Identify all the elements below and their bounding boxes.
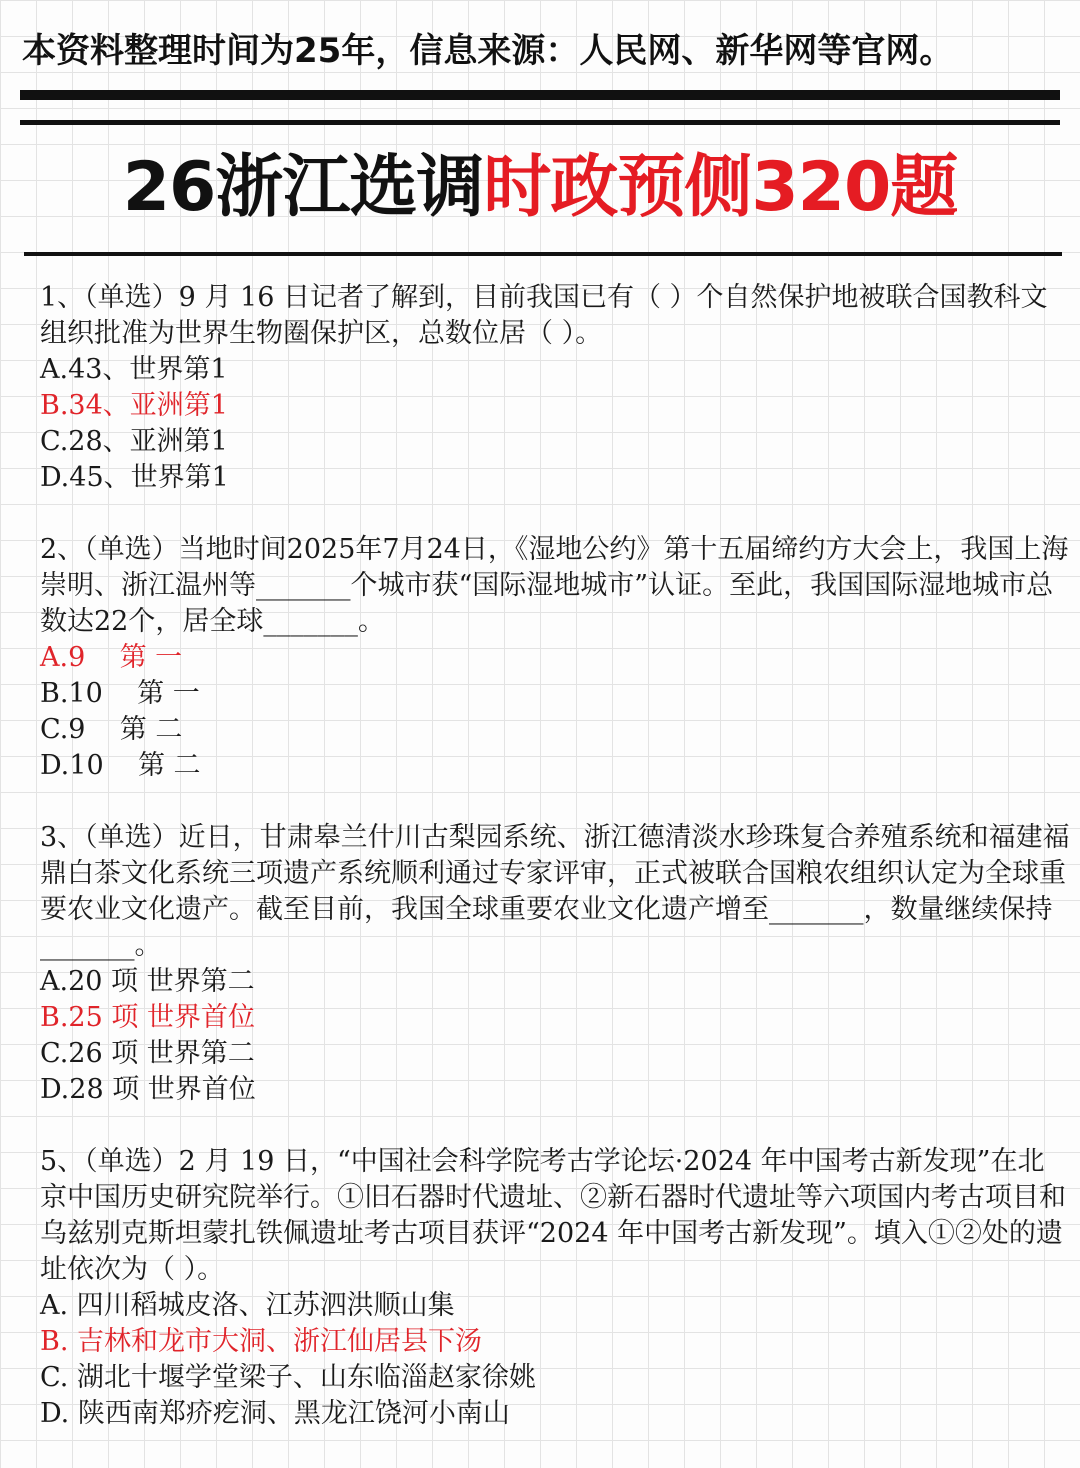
question-option-correct: B. 吉林和龙市大洞、浙江仙居县下汤: [40, 1326, 483, 1357]
header-divider-thin: [20, 120, 1060, 125]
title-divider: [24, 252, 1062, 256]
question-option-correct: B.25 项 世界首位: [40, 1002, 255, 1033]
question-option: C. 湖北十堰学堂梁子、山东临淄赵家徐姚: [40, 1362, 536, 1393]
question-stem: 2、（单选）当地时间2025年7月24日，《湿地公约》第十五届缔约方大会上，我国上海崇明、浙江温州等_______个城市获“国际湿地城市”认证。至此，我国国际湿地城市总数达22个，居全球_______。: [40, 534, 1069, 637]
title-red-part: 时政预侧320题: [483, 148, 958, 227]
question-option: D.28 项 世界首位: [40, 1074, 256, 1105]
question-option: D.10 第 二: [40, 750, 201, 781]
question-option-correct: A.9 第 一: [40, 642, 183, 673]
header-divider-thick: [20, 90, 1060, 100]
question-option: B.10 第 一: [40, 678, 200, 709]
question-item: [40, 532, 1070, 784]
source-note: 本资料整理时间为25年，信息来源：人民网、新华网等官网。: [22, 31, 954, 71]
question-item: [40, 1144, 1070, 1432]
question-stem: 1、（单选）9 月 16 日记者了解到，目前我国已有（ ）个自然保护地被联合国教科文组织批准为世界生物圈保护区，总数位居（ ）。: [40, 282, 1048, 349]
page-title: [0, 138, 1080, 238]
question-stem: 3、（单选）近日，甘肃皋兰什川古梨园系统、浙江德清淡水珍珠复合养殖系统和福建福鼎白茶文化系统三项遗产系统顺利通过专家评审，正式被联合国粮农组织认定为全球重要农业文化遗产。截至目前，我国全球重要农业文化遗产增至_______，数量继续保持_______。: [40, 822, 1070, 961]
question-item: [40, 280, 1070, 496]
question-option: A.43、世界第1: [40, 354, 228, 385]
question-item: [40, 820, 1070, 1108]
question-option: C.28、亚洲第1: [40, 426, 228, 457]
question-option: C.9 第 二: [40, 714, 183, 745]
question-option-correct: B.34、亚洲第1: [40, 390, 228, 421]
question-stem: 5、（单选）2 月 19 日，“中国社会科学院考古学论坛·2024 年中国考古新发现”在北京中国历史研究院举行。①旧石器时代遗址、②新石器时代遗址等六项国内考古项目和乌兹别克斯坦蒙扎铁佩遗址考古项目获评“2024 年中国考古新发现”。填入①②处的遗址依次为（ ）。: [40, 1146, 1066, 1285]
question-list: [40, 280, 1070, 1468]
question-option: A.20 项 世界第二: [40, 966, 255, 997]
question-option: A. 四川稻城皮洛、江苏泗洪顺山集: [40, 1290, 455, 1321]
title-black-part: 26浙江选调: [122, 148, 484, 227]
question-option: D.45、世界第1: [40, 462, 229, 493]
question-option: D. 陕西南郑疥疙洞、黑龙江饶河小南山: [40, 1398, 510, 1429]
question-option: C.26 项 世界第二: [40, 1038, 255, 1069]
